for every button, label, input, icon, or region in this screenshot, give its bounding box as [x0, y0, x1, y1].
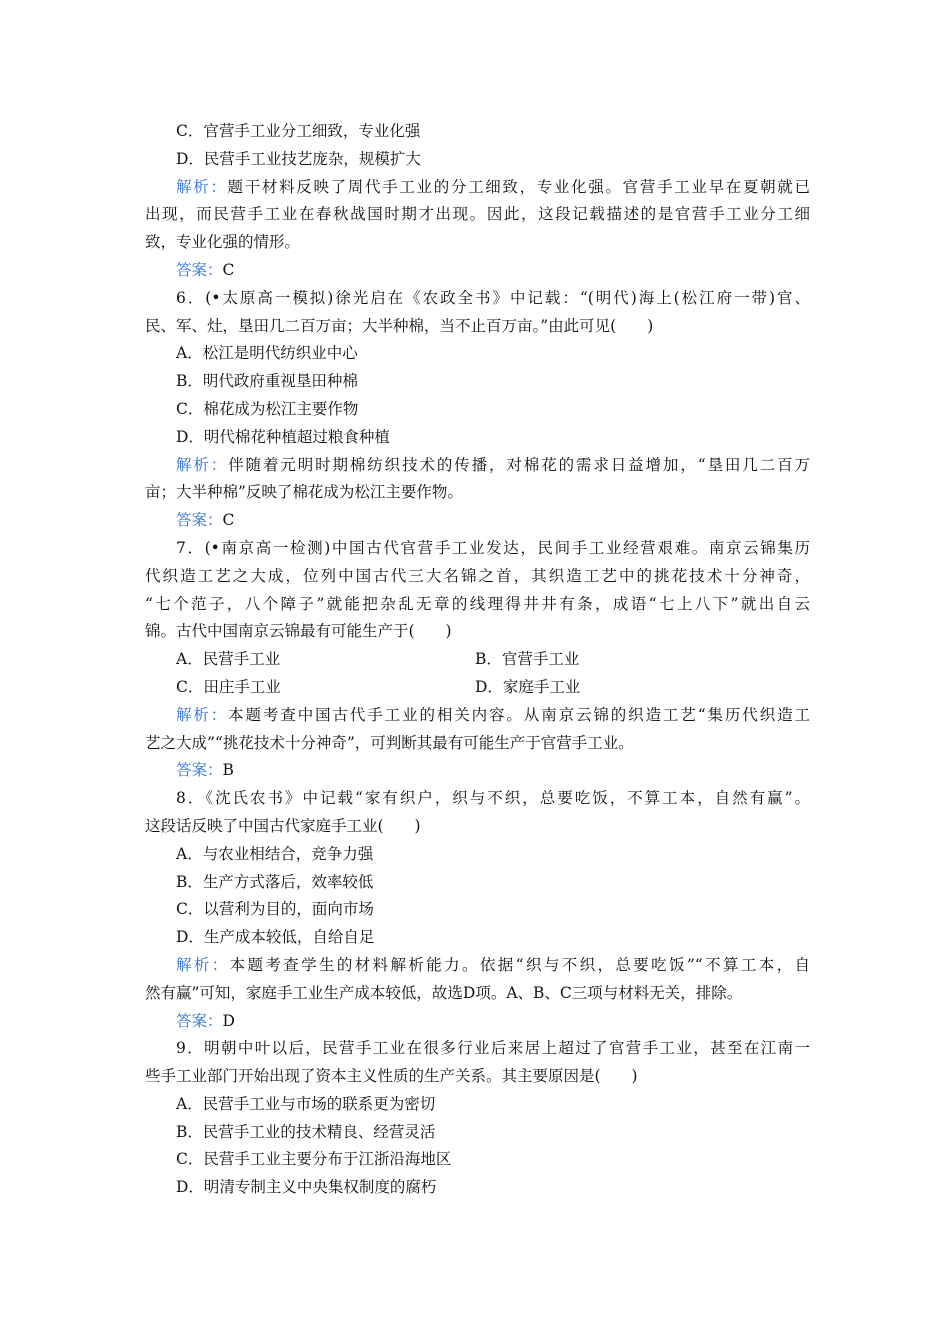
q8-analysis-line-2: 然有赢”可知，家庭手工业生产成本较低，故选D项。A、B、C三项与材料无关，排除。	[145, 983, 743, 1002]
q5-analysis-line-3: 致，专业化强的情形。	[145, 233, 301, 252]
q6-option-a: A．松江是明代纺织业中心	[176, 344, 358, 363]
q8-stem-line-2: 这段话反映了中国古代家庭手工业( )	[145, 816, 421, 835]
q9-option-d: D．明清专制主义中央集权制度的腐朽	[176, 1178, 437, 1197]
q8-analysis-line-1: 解析：本题考查学生的材料解析能力。依据“织与不织，总要吃饭”“不算工本，自	[176, 955, 810, 974]
q9-option-c: C．民营手工业主要分布于江浙沿海地区	[176, 1150, 452, 1169]
q7-answer: 答案：B	[176, 761, 234, 780]
q8-option-b: B．生产方式落后，效率较低	[176, 872, 374, 891]
q7-option-d: D．家庭手工业	[475, 677, 581, 696]
q7-option-b: B．官营手工业	[475, 650, 580, 669]
q9-option-b: B．民营手工业的技术精良、经营灵活	[176, 1122, 436, 1141]
q6-answer: 答案：C	[176, 511, 235, 530]
q8-answer-tag: 答案：	[176, 1011, 223, 1030]
q9-stem-line-2: 些手工业部门开始出现了资本主义性质的生产关系。其主要原因是( )	[145, 1067, 638, 1086]
q7-stem-line-4: 锦。古代中国南京云锦最有可能生产于( )	[145, 622, 452, 641]
q8-option-a: A．与农业相结合，竞争力强	[176, 844, 374, 863]
q5-analysis-tag: 解析：	[176, 177, 228, 196]
q7-stem-line-2: 代织造工艺之大成，位列中国古代三大名锦之首，其织造工艺中的挑花技术十分神奇，	[145, 566, 810, 585]
q9-option-a: A．民营手工业与市场的联系更为密切	[176, 1094, 436, 1113]
q5-option-d: D．民营手工业技艺庞杂，规模扩大	[176, 149, 421, 168]
q8-answer: 答案：D	[176, 1011, 235, 1030]
q7-option-a: A．民营手工业	[176, 650, 281, 669]
q5-answer-tag: 答案：	[176, 260, 223, 279]
q7-options-row-2	[145, 674, 810, 702]
q7-analysis-line-1: 解析：本题考查中国古代手工业的相关内容。从南京云锦的织造工艺“集历代织造工	[176, 705, 810, 724]
q6-analysis-line-1: 解析：伴随着元明时期棉纺织技术的传播，对棉花的需求日益增加，“垦田几二百万	[176, 455, 810, 474]
q7-stem-line-1: 7．(•南京高一检测)中国古代官营手工业发达，民间手工业经营艰难。南京云锦集历	[176, 538, 810, 557]
q5-analysis-line-2: 出现，而民营手工业在春秋战国时期才出现。因此，这段记载描述的是官营手工业分工细	[145, 205, 810, 224]
q8-stem-line-1: 8．《沈氏农书》中记载“家有织户，织与不织，总要吃饭，不算工本，自然有赢”。	[176, 789, 810, 808]
q6-stem-line-2: 民、军、灶，垦田几二百万亩；大半种棉，当不止百万亩。”由此可见( )	[145, 316, 654, 335]
q7-stem-line-3: “七个范子，八个障子”就能把杂乱无章的线理得井井有条，成语“七上八下”就出自云	[145, 594, 810, 613]
q6-answer-tag: 答案：	[176, 511, 223, 530]
q8-option-d: D．生产成本较低，自给自足	[176, 928, 375, 947]
q7-option-c: C．田庄手工业	[176, 677, 281, 696]
q5-analysis-line-1: 解析：题干材料反映了周代手工业的分工细致，专业化强。官营手工业早在夏朝就已	[176, 177, 810, 196]
q7-analysis-tag: 解析：	[176, 705, 229, 724]
q5-answer: 答案：C	[176, 260, 235, 279]
q6-option-d: D．明代棉花种植超过粮食种植	[176, 427, 390, 446]
q6-analysis-line-2: 亩；大半种棉”反映了棉花成为松江主要作物。	[145, 483, 463, 502]
q7-answer-tag: 答案：	[176, 761, 223, 780]
q9-stem-line-1: 9．明朝中叶以后，民营手工业在很多行业后来居上超过了官营手工业，甚至在江南一	[176, 1039, 810, 1058]
q8-option-c: C．以营利为目的，面向市场	[176, 900, 374, 919]
q7-analysis-line-2: 艺之大成”“挑花技术十分神奇”，可判断其最有可能生产于官营手工业。	[145, 733, 634, 752]
q6-analysis-tag: 解析：	[176, 455, 229, 474]
q6-stem-line-1: 6．(•太原高一模拟)徐光启在《农政全书》中记载：“(明代)海上(松江府一带)官、	[176, 288, 810, 307]
q5-option-c: C．官营手工业分工细致，专业化强	[176, 122, 421, 140]
q6-option-c: C．棉花成为松江主要作物	[176, 399, 359, 418]
q8-analysis-tag: 解析：	[176, 955, 230, 974]
document-content	[145, 118, 810, 1202]
q7-options-row-1	[145, 646, 810, 674]
q6-option-b: B．明代政府重视垦田种棉	[176, 372, 358, 391]
